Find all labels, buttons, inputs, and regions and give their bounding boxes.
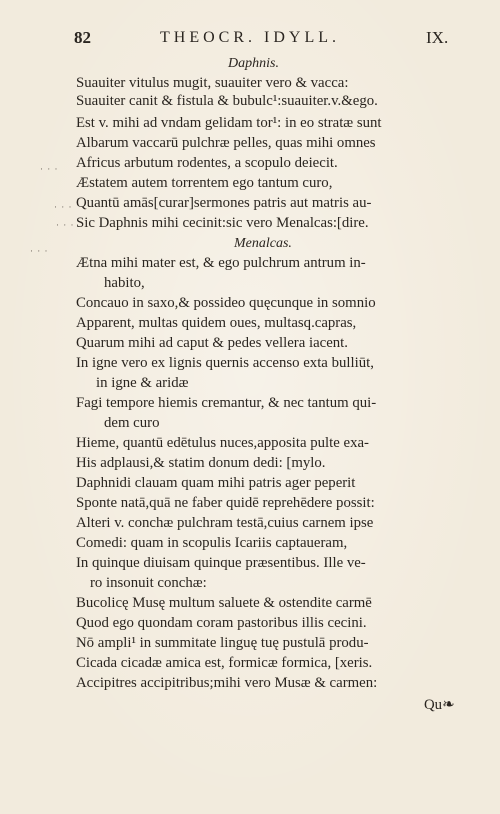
verse-line: Bucolicę Musę multum saluete & ostendite carmē: [76, 595, 372, 611]
catchword: Qu❧: [424, 697, 455, 713]
verse-line: Comedi: quam in scopulis Icariis captaueram,: [76, 535, 348, 551]
verse-line: Est v. mihi ad vndam gelidam tor¹: in eo stratæ sunt: [76, 115, 382, 131]
verse-line: Alteri v. conchæ pulchram testā,cuius carnem ipse: [76, 515, 374, 531]
verse-line: Daphnidi clauam quam mihi patris ager peperit: [76, 475, 356, 491]
verse-line: Africus arbutum rodentes, a scopulo deiecit.: [76, 155, 338, 171]
running-title: THEOCR. IDYLL.: [160, 29, 340, 46]
verse-line: ro insonuit conchæ:: [90, 575, 207, 591]
verse-line: habito,: [104, 275, 145, 291]
verse-line: Quantū amās[curar]sermones patris aut matris au-: [76, 195, 372, 211]
verse-line: Suauiter vitulus mugit, suauiter vero & vacca:: [76, 75, 349, 91]
verse-line: Sic Daphnis mihi cecinit:sic vero Menalcas:[dire.: [76, 215, 369, 231]
page-number: 82: [74, 28, 91, 47]
verse-line: Suauiter canit & fistula & bubulc¹:suauiter.v.&ego.: [76, 93, 378, 109]
running-header: [0, 28, 500, 52]
verse-line: His adplausi,& statim donum dedi: [mylo.: [76, 455, 326, 471]
verse-line: In igne vero ex lignis quernis accenso exta bulliūt,: [76, 355, 374, 371]
verse-line: Nō ampli¹ in summitate linguę tuę pustulā produ-: [76, 635, 369, 651]
verse-line: Cicada cicadæ amica est, formicæ formica, [xeris.: [76, 655, 373, 671]
verse-line: Sponte natā,quā ne faber quidē reprehēdere possit:: [76, 495, 375, 511]
verse-line: In quinque diuisam quinque præsentibus. Ille ve-: [76, 555, 366, 571]
verse-line: dem curo: [104, 415, 160, 431]
speaker-daphnis: Daphnis.: [228, 56, 279, 71]
verse-line: Quod ego quondam coram pastoribus illis cecini.: [76, 615, 367, 631]
margin-mark: · · ·: [40, 164, 59, 174]
margin-mark: · · ·: [56, 220, 75, 230]
verse-line: Quarum mihi ad caput & pedes vellera iacent.: [76, 335, 348, 351]
verse-line: Concauo in saxo,& possideo quęcunque in somnio: [76, 295, 376, 311]
verse-line: in igne & aridæ: [96, 375, 189, 391]
verse-line: Fagi tempore hiemis cremantur, & nec tantum qui-: [76, 395, 377, 411]
idyll-number: IX.: [426, 28, 449, 47]
verse-line: Æstatem autem torrentem ego tantum curo,: [76, 175, 333, 191]
margin-mark: · · ·: [54, 202, 73, 212]
verse-line: Accipitres accipitribus;mihi vero Musæ & carmen:: [76, 675, 378, 691]
verse-line: Albarum vaccarū pulchræ pelles, quas mihi omnes: [76, 135, 376, 151]
verse-line: Ætna mihi mater est, & ego pulchrum antrum in-: [76, 255, 366, 271]
margin-mark: · · ·: [30, 246, 49, 256]
verse-line: Hieme, quantū edētulus nuces,apposita pulte exa-: [76, 435, 369, 451]
speaker-menalcas: Menalcas.: [234, 236, 292, 251]
verse-line: Apparent, multas quidem oues, multasq.capras,: [76, 315, 357, 331]
